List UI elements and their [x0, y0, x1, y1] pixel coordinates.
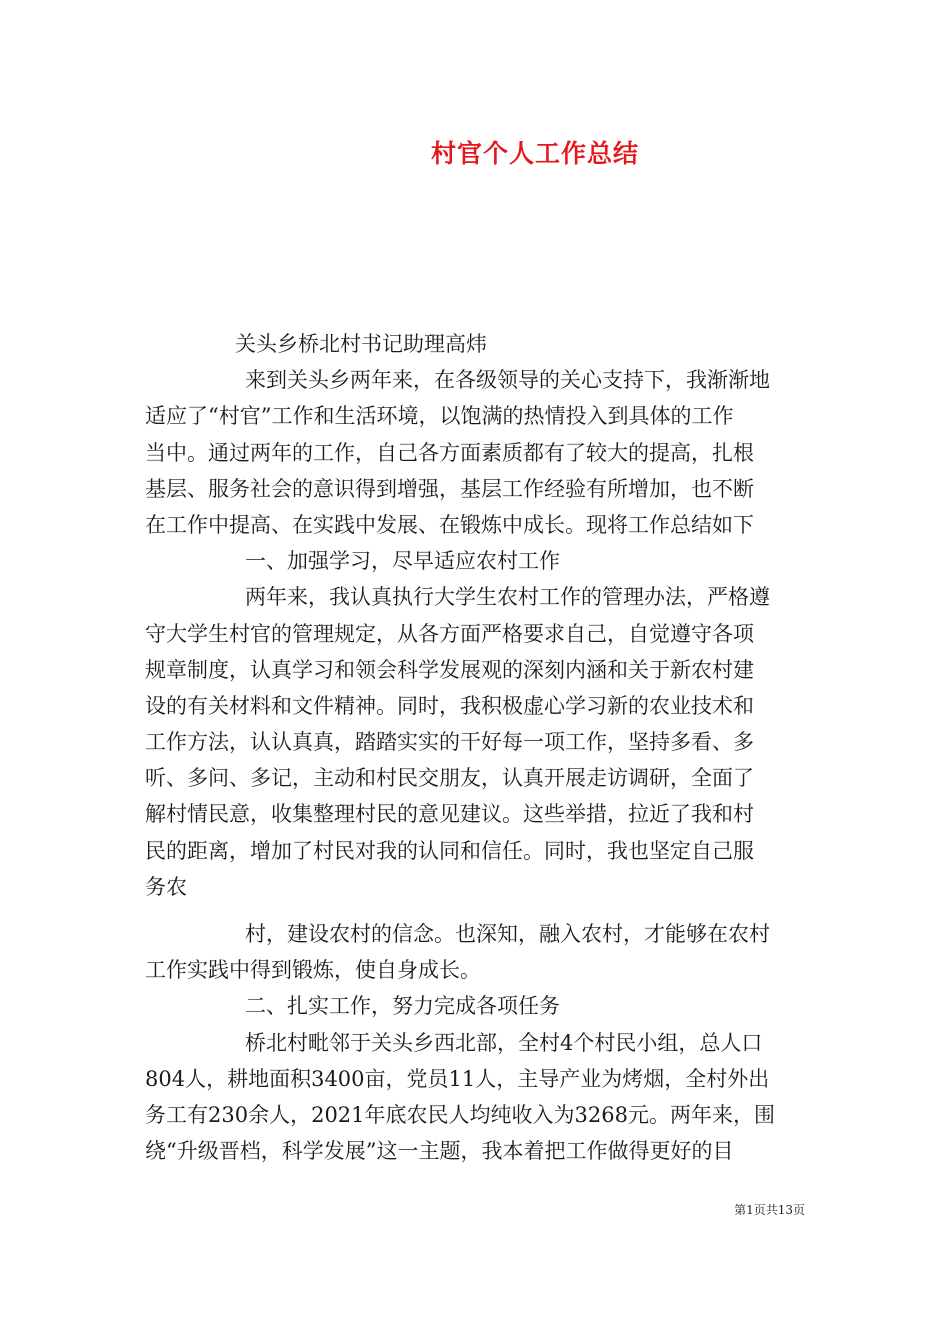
paragraph-line: 村，建设农村的信念。也深知，融入农村，才能够在农村 [245, 922, 770, 946]
section-heading: 二、扎实工作，努力完成各项任务 [245, 994, 560, 1019]
paragraph-line: 规章制度，认真学习和领会科学发展观的深刻内涵和关于新农村建 [145, 657, 754, 682]
paragraph-line: 听、多问、多记，主动和村民交朋友，认真开展走访调研，全面了 [145, 766, 754, 791]
section-heading: 一、加强学习，尽早适应农村工作 [245, 549, 560, 574]
paragraph-line: 守大学生村官的管理规定，从各方面严格要求自己，自觉遵守各项 [145, 621, 754, 646]
paragraph-line: 在工作中提高、在实践中发展、在锻炼中成长。现将工作总结如下 [145, 512, 754, 537]
paragraph-line: 当中。通过两年的工作，自己各方面素质都有了较大的提高，扎根 [145, 440, 754, 465]
paragraph-line: 解村情民意，收集整理村民的意见建议。这些举措，拉近了我和村 [145, 802, 754, 827]
paragraph-line: 两年来，我认真执行大学生农村工作的管理办法，严格遵 [245, 585, 770, 610]
page-footer: 第1页共13页 [734, 1203, 805, 1217]
paragraph-line: 桥北村毗邻于关头乡西北部，全村4个村民小组，总人口 [245, 1030, 763, 1055]
paragraph-line: 绕“升级晋档，科学发展”这一主题，我本着把工作做得更好的目 [145, 1139, 734, 1164]
document-title: 村官个人工作总结 [430, 139, 639, 168]
author-line: 关头乡桥北村书记助理高炜 [235, 332, 487, 356]
paragraph-line: 务农 [145, 874, 187, 899]
paragraph-line: 来到关头乡两年来，在各级领导的关心支持下，我渐渐地 [245, 368, 770, 393]
paragraph-line: 设的有关材料和文件精神。同时，我积极虚心学习新的农业技术和 [145, 693, 754, 718]
paragraph-line: 工作实践中得到锻炼，使自身成长。 [145, 958, 481, 983]
paragraph-line: 适应了“村官”工作和生活环境，以饱满的热情投入到具体的工作 [145, 404, 734, 429]
paragraph-line: 804人，耕地面积3400亩，党员11人，主导产业为烤烟，全村外出 [145, 1066, 770, 1091]
paragraph-gap [145, 905, 807, 916]
paragraph-line: 工作方法，认认真真，踏踏实实的干好每一项工作，坚持多看、多 [145, 730, 754, 755]
paragraph-line: 务工有230余人，2021年底农民人均纯收入为3268元。两年来，围 [145, 1102, 775, 1127]
paragraph-line: 民的距离，增加了村民对我的认同和信任。同时，我也坚定自己服 [145, 838, 754, 863]
document-body [145, 326, 807, 1169]
paragraph-line: 基层、服务社会的意识得到增强，基层工作经验有所增加，也不断 [145, 476, 754, 501]
